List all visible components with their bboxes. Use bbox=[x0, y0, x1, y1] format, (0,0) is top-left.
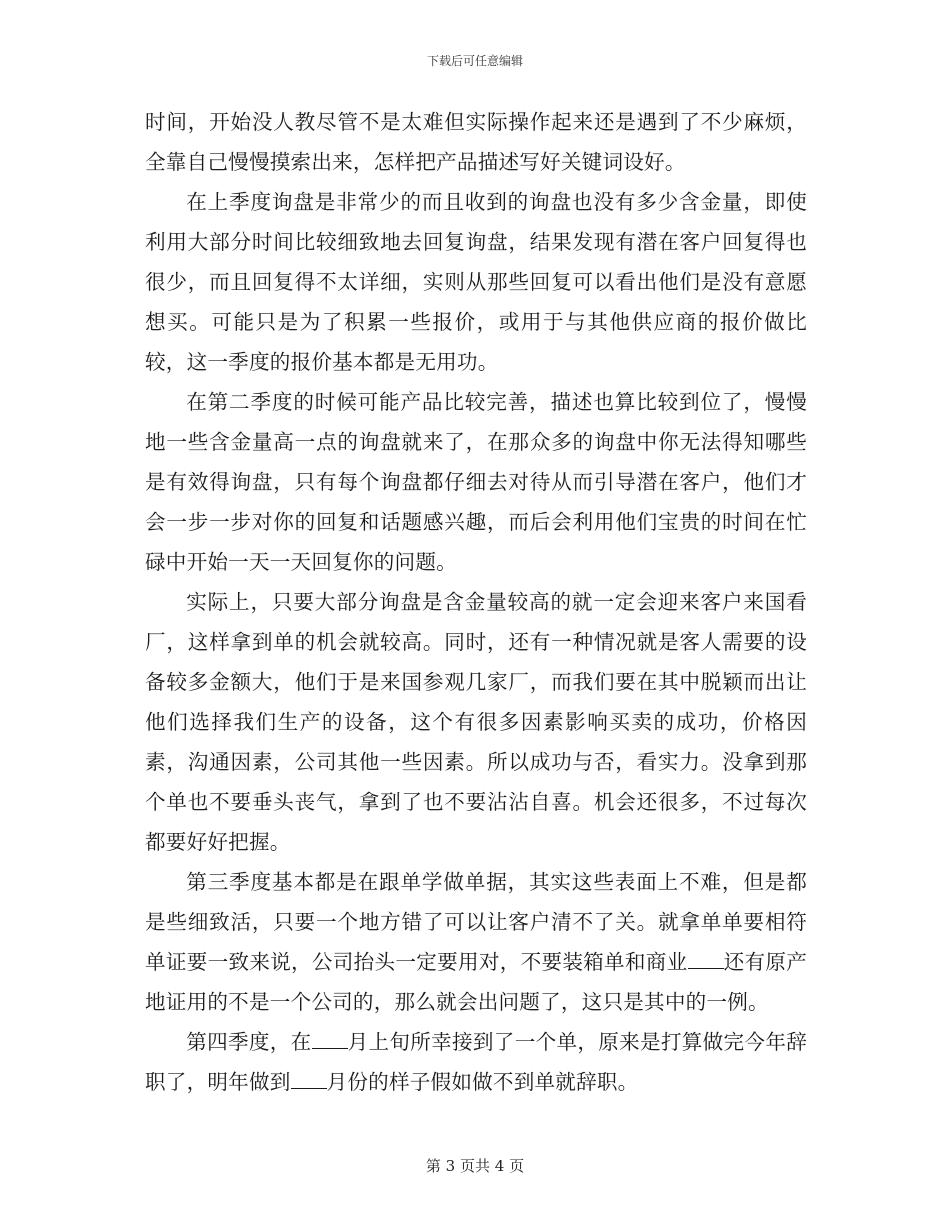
paragraph-2 bbox=[145, 182, 807, 382]
paragraph-text: 第三季度基本都是在跟单学做单据，其实这些表面上不难，但是都是些细致活，只要一个地方错了可以让客户清不了关。就拿单单要相符单证要一致来说，公司抬头一定要用对，不要装箱单和商业 bbox=[145, 870, 807, 974]
paragraph-3 bbox=[145, 382, 807, 582]
fill-in-blank bbox=[312, 1030, 348, 1049]
paragraph-text: 还有原产地证用的不是一个公司的，那么就会出问题了，这只是其中的一例。 bbox=[145, 950, 807, 1014]
document-body bbox=[145, 102, 807, 1102]
page-footer: 第 3 页共 4 页 bbox=[425, 1157, 525, 1175]
fill-in-blank bbox=[291, 1070, 327, 1089]
fill-in-blank bbox=[688, 950, 724, 969]
page-header: 下载后可任意编辑 bbox=[426, 54, 523, 68]
paragraph-text: 时间，开始没人教尽管不是太难但实际操作起来还是遇到了不少麻烦，全靠自己慢慢摸索出来，怎样把产品描述写好关键词设好。 bbox=[145, 110, 807, 174]
paragraph-6 bbox=[145, 1022, 807, 1102]
paragraph-text: 在第二季度的时候可能产品比较完善，描述也算比较到位了，慢慢地一些含金量高一点的询盘就来了，在那众多的询盘中你无法得知哪些是有效得询盘，只有每个询盘都仔细去对待从而引导潜在客户，他们才会一步一步对你的回复和话题感兴趣，而后会利用他们宝贵的时间在忙碌中开始一天一天回复你的问题。 bbox=[145, 390, 807, 574]
paragraph-1 bbox=[145, 102, 807, 182]
paragraph-4 bbox=[145, 582, 807, 862]
paragraph-5 bbox=[145, 862, 807, 1022]
paragraph-text: 实际上，只要大部分询盘是含金量较高的就一定会迎来客户来国看厂，这样拿到单的机会就较高。同时，还有一种情况就是客人需要的设备较多金额大，他们于是来国参观几家厂，而我们要在其中脱颖而出让他们选择我们生产的设备，这个有很多因素影响买卖的成功，价格因素，沟通因素，公司其他一些因素。所以成功与否，看实力。没拿到那个单也不要垂头丧气，拿到了也不要沾沾自喜。机会还很多，不过每次都要好好把握。 bbox=[145, 590, 807, 854]
paragraph-text: 在上季度询盘是非常少的而且收到的询盘也没有多少含金量，即使利用大部分时间比较细致地去回复询盘，结果发现有潜在客户回复得也很少，而且回复得不太详细，实则从那些回复可以看出他们是没有意愿想买。可能只是为了积累一些报价，或用于与其他供应商的报价做比较，这一季度的报价基本都是无用功。 bbox=[145, 190, 807, 374]
paragraph-text: 第四季度，在 bbox=[186, 1030, 312, 1054]
paragraph-text: 月上旬所幸接到了一个单，原来是打算做完今年辞职了，明年做到 bbox=[145, 1030, 808, 1094]
paragraph-text: 月份的样子假如做不到单就辞职。 bbox=[326, 1070, 639, 1094]
